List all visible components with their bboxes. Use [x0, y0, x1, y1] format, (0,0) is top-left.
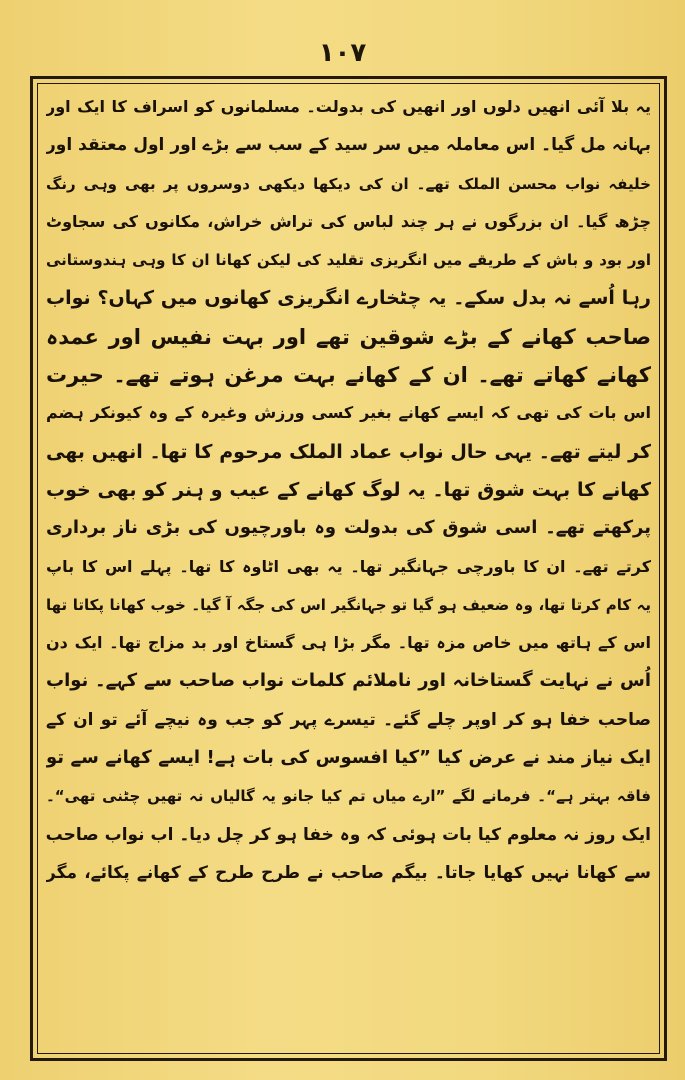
text-line: یہ کام کرتا تھا، وہ ضعیف ہو گیا تو جہانگیر اس کی جگہ آ گیا۔ خوب کھانا پکاتا تھا: [46, 595, 651, 614]
text-line: صاحب کھانے کے بڑے شوقین تھے اور بہت نفیس اور عمدہ: [46, 324, 651, 349]
text-line: فاقہ بہتر ہے“۔ فرمانے لگے ”ارے میاں تم کیا جانو یہ گالیاں نہ تھیں چٹنی تھی“۔: [46, 787, 651, 806]
text-line: سے کھانا نہیں کھایا جاتا۔ بیگم صاحب نے طرح طرح کے کھانے پکائے، مگر: [46, 862, 651, 883]
text-line: اور بود و باش کے طریقے میں انگریزی تقلید کی لیکن کھانا ان کا وہی ہندوستانی: [46, 251, 651, 270]
text-line: صاحب خفا ہو کر اوپر چلے گئے۔ تیسرے پہر کو جب وہ نیچے آئے تو ان کے: [46, 709, 651, 730]
text-line: خلیفہ نواب محسن الملک تھے۔ ان کی دیکھا دیکھی دوسروں پر بھی وہی رنگ: [46, 174, 651, 193]
text-line: یہ بلا آئی انھیں دلوں اور انھیں کی بدولت۔ مسلمانوں کو اسراف کا ایک اور: [46, 97, 651, 116]
text-line: چڑھ گیا۔ ان بزرگوں نے ہر چند لباس کی تراش خراش، مکانوں کی سجاوٹ: [46, 211, 651, 231]
text-line: کرتے تھے۔ ان کا باورچی جہانگیر تھا۔ یہ بھی اٹاوہ کا تھا۔ پہلے اس کا باپ: [46, 556, 651, 576]
body-text: [46, 88, 651, 1048]
text-line: رہا اُسے نہ بدل سکے۔ یہ چٹخارے انگریزی کھانوں میں کہاں؟ نواب: [46, 287, 651, 310]
text-line: ایک روز نہ معلوم کیا بات ہوئی کہ وہ خفا ہو کر چل دیا۔ اب نواب صاحب: [46, 824, 651, 845]
text-line: پرکھتے تھے۔ اسی شوق کی بدولت وہ باورچیوں کی بڑی ناز برداری: [46, 517, 651, 539]
text-line: بہانہ مل گیا۔ اس معاملہ میں سر سید کے سب سے بڑے اور اول معتقد اور: [46, 135, 651, 156]
text-line: اس بات کی تھی کہ ایسے کھانے بغیر کسی ورزش وغیرہ کے وہ کیونکر ہضم: [46, 403, 651, 423]
text-line: کر لیتے تھے۔ یہی حال نواب عماد الملک مرحوم کا تھا۔ انھیں بھی: [46, 440, 651, 463]
text-line: کھانے کا بہت شوق تھا۔ یہ لوگ کھانے کے عیب و ہنر کو بھی خوب: [46, 478, 651, 501]
text-line: اس کے ہاتھ میں خاص مزہ تھا۔ مگر بڑا ہی گستاخ اور بد مزاج تھا۔ ایک دن: [46, 633, 651, 653]
text-line: ایک نیاز مند نے عرض کیا ”کیا افسوس کی بات ہے! ایسے کھانے سے تو: [46, 747, 651, 769]
text-line: اُس نے نہایت گستاخانہ اور ناملائم کلمات نواب صاحب سے کہے۔ نواب: [46, 670, 651, 692]
text-line: کھانے کھاتے تھے۔ ان کے کھانے بہت مرغن ہوتے تھے۔ حیرت: [46, 363, 651, 388]
page-number: ۱۰۷: [318, 38, 367, 68]
